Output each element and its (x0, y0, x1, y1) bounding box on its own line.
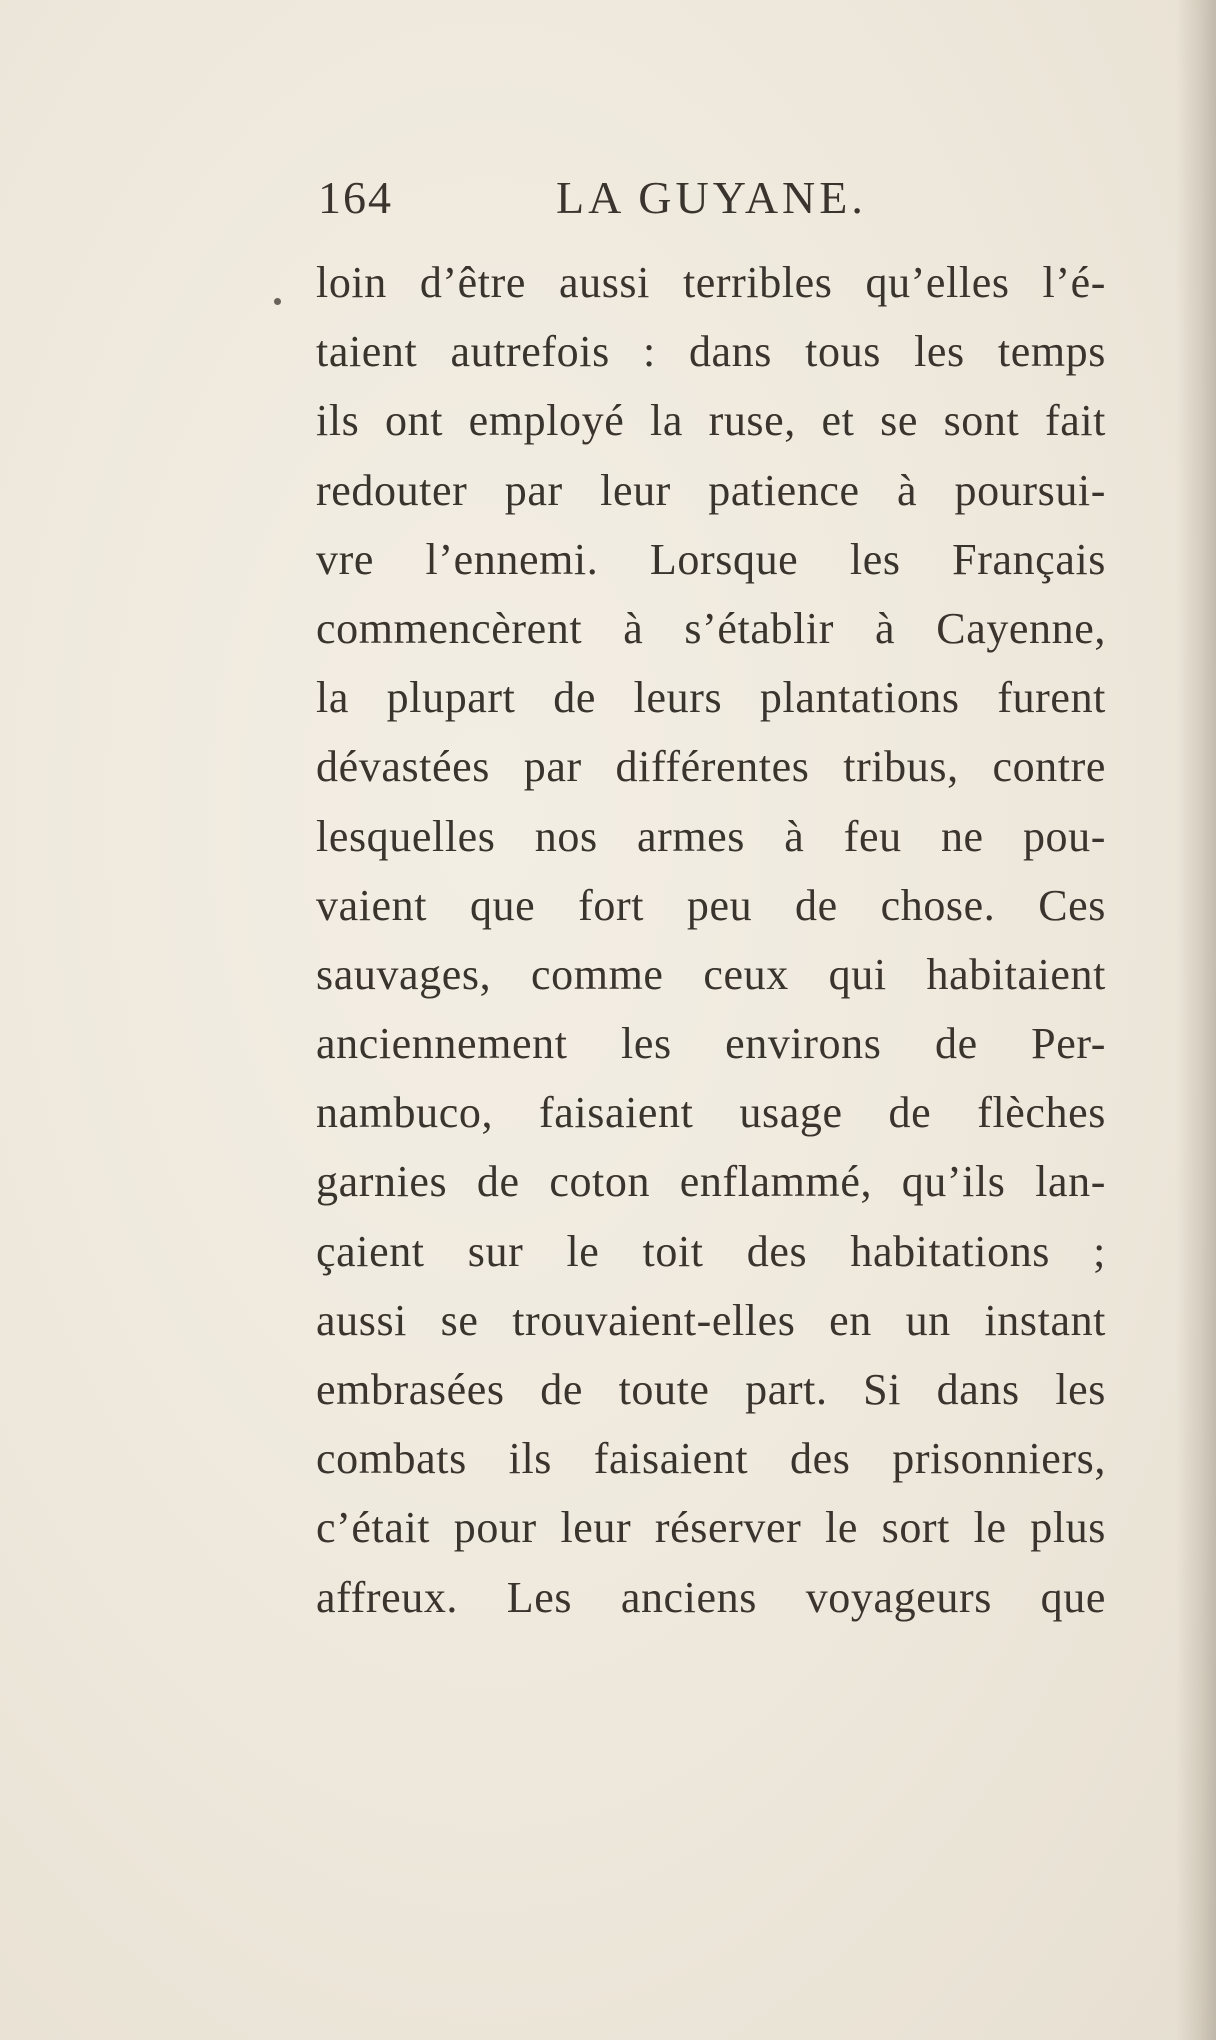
body-text (316, 248, 1106, 1632)
page-header (318, 168, 1118, 228)
text-line: la plupart de leurs plantations furent (316, 673, 1106, 723)
text-line: vre l’ennemi. Lorsque les Français (316, 534, 1106, 584)
text-line: commencèrent à s’établir à Cayenne, (316, 603, 1106, 653)
text-line: lesquelles nos armes à feu ne pou- (316, 811, 1106, 861)
text-line: dévastées par différentes tribus, contre (316, 742, 1106, 792)
text-line: nambuco, faisaient usage de flèches (316, 1088, 1106, 1138)
text-line: embrasées de toute part. Si dans les (316, 1365, 1106, 1414)
page-number: 164 (318, 172, 393, 223)
text-line: garnies de coton enflammé, qu’ils lan- (316, 1157, 1106, 1207)
text-line: affreux. Les anciens voyageurs que (316, 1572, 1106, 1622)
text-line: aussi se trouvaient-elles en un instant (316, 1295, 1106, 1345)
text-line: redouter par leur patience à poursui- (316, 465, 1106, 515)
text-line: loin d’être aussi terribles qu’elles l’é- (316, 258, 1106, 307)
text-line: sauvages, comme ceux qui habitaient (316, 949, 1106, 999)
running-head: LA GUYANE. (556, 172, 867, 223)
text-line: taient autrefois : dans tous les temps (316, 327, 1106, 377)
ink-speck (274, 298, 281, 305)
text-line: c’était pour leur réserver le sort le plus (316, 1503, 1106, 1553)
text-line: ils ont employé la ruse, et se sont fait (316, 396, 1106, 446)
text-line: anciennement les environs de Per- (316, 1019, 1106, 1069)
text-line: vaient que fort peu de chose. Ces (316, 880, 1106, 930)
text-line: çaient sur le toit des habitations ; (316, 1226, 1106, 1276)
page-gutter-shadow (1176, 0, 1216, 2040)
text-line: combats ils faisaient des prisonniers, (316, 1434, 1106, 1484)
